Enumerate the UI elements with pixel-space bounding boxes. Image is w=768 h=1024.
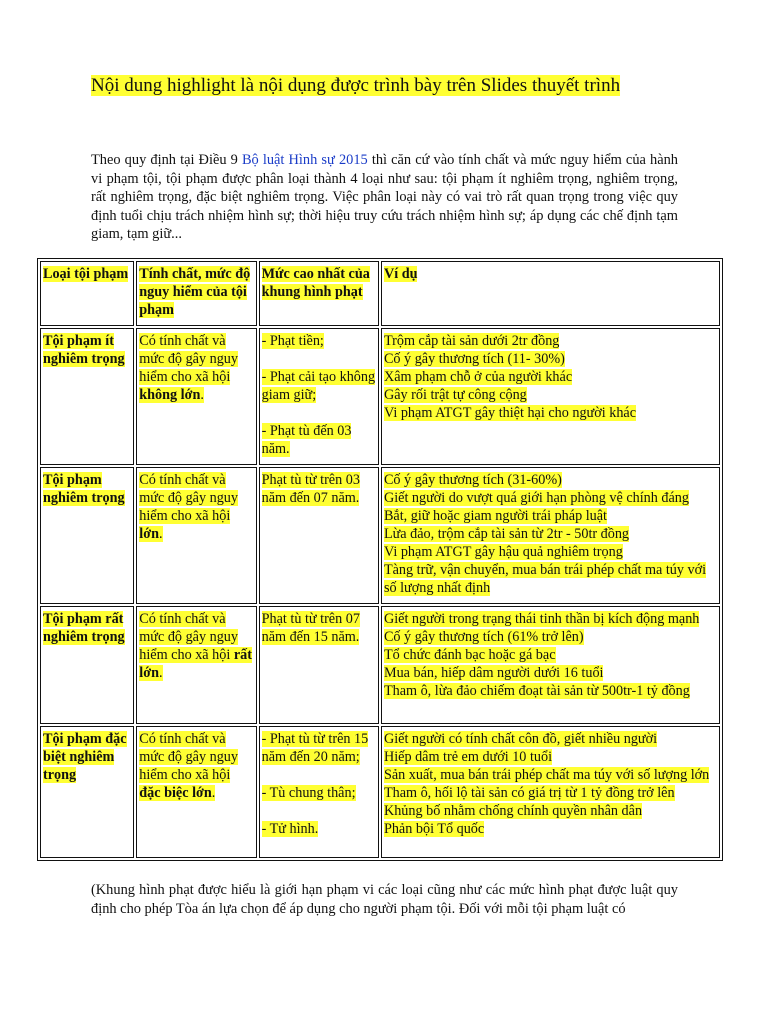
examples-cell <box>381 328 720 465</box>
list-item: Giết người trong trạng thái tinh thần bị kích động mạnh <box>383 611 700 627</box>
crime-type-cell: Tội phạm đặc biệt nghiêm trọng <box>40 726 134 858</box>
examples-cell <box>381 467 720 604</box>
crime-classification-table <box>37 258 723 861</box>
table-row <box>40 606 720 724</box>
penalty-cell: Phạt tù từ trên 07 năm đến 15 năm. <box>259 606 379 724</box>
header-nature: Tính chất, mức độ nguy hiểm của tội phạm <box>136 261 256 326</box>
intro-paragraph <box>91 151 678 244</box>
list-item: Tham ô, lừa đảo chiếm đoạt tài sản từ 500tr-1 tỷ đồng <box>383 683 690 699</box>
list-item: Xâm phạm chỗ ở của người khác <box>383 369 573 385</box>
list-item: Cố ý gây thương tích (11- 30%) <box>383 351 565 367</box>
nature-cell: Có tính chất và mức độ gây nguy hiểm cho xã hội rất lớn. <box>136 606 256 724</box>
examples-cell <box>381 606 720 724</box>
table-row <box>40 467 720 604</box>
list-item: Tổ chức đánh bạc hoặc gá bạc <box>383 647 556 663</box>
list-item: Tham ô, hối lộ tài sản có giá trị từ 1 tỷ đồng trở lên <box>383 785 675 801</box>
list-item: Hiếp dâm trẻ em dưới 10 tuổi <box>383 749 553 765</box>
penalty-cell: Phạt tù từ trên 03 năm đến 07 năm. <box>259 467 379 604</box>
list-item: Sản xuất, mua bán trái phép chất ma túy với số lượng lớn <box>383 767 710 783</box>
footnote-paragraph: (Khung hình phạt được hiểu là giới hạn phạm vi các loại cũng như các mức hình phạt được luật quy định cho phép Tòa án lựa chọn để áp dụng cho người phạm tội. Đối với mỗi tội phạm luật có <box>91 882 678 917</box>
intro-text-after: thì căn cứ vào tính chất và mức nguy hiểm của hành vi phạm tội, tội phạm được phân loại thành 4 loại như sau: tội phạm ít nghiêm trọng, nghiêm trọng, rất nghiêm trọng, đặc biệt nghiêm trọng. Việc phân loại này có vai trò rất quan trọng trong việc quy định tuổi chịu trách nhiệm hình sự; thời hiệu truy cứu trách nhiệm hình sự; áp dụng các chế định tạm giam, tạm giữ... <box>91 152 678 242</box>
list-item: Vi phạm ATGT gây hậu quả nghiêm trọng <box>383 544 623 560</box>
list-item: Bắt, giữ hoặc giam người trái pháp luật <box>383 508 607 524</box>
crime-type-cell: Tội phạm ít nghiêm trọng <box>40 328 134 465</box>
list-item: Lừa đảo, trộm cắp tài sản từ 2tr - 50tr đồng <box>383 526 630 542</box>
examples-cell <box>381 726 720 858</box>
list-item: Khủng bố nhằm chống chính quyền nhân dân <box>383 803 643 819</box>
header-type: Loại tội phạm <box>40 261 134 326</box>
list-item: Cố ý gây thương tích (31-60%) <box>383 472 562 488</box>
list-item: Vi phạm ATGT gây thiệt hại cho người khác <box>383 405 637 421</box>
header-examples: Ví dụ <box>381 261 720 326</box>
nature-cell: Có tính chất và mức độ gây nguy hiểm cho xã hội không lớn. <box>136 328 256 465</box>
list-item: Trộm cắp tài sản dưới 2tr đồng <box>383 333 560 349</box>
nature-cell: Có tính chất và mức độ gây nguy hiểm cho xã hội lớn. <box>136 467 256 604</box>
penalty-cell: - Phạt tiền; - Phạt cải tạo không giam giữ; - Phạt tù đến 03 năm. <box>259 328 379 465</box>
table-row <box>40 726 720 858</box>
nature-cell: Có tính chất và mức độ gây nguy hiểm cho xã hội đặc biệc lớn. <box>136 726 256 858</box>
list-item: Cố ý gây thương tích (61% trở lên) <box>383 629 584 645</box>
list-item: Tàng trữ, vận chuyển, mua bán trái phép chất ma túy với số lượng nhất định <box>383 562 707 596</box>
crime-type-cell: Tội phạm nghiêm trọng <box>40 467 134 604</box>
list-item: Giết người do vượt quá giới hạn phòng vệ chính đáng <box>383 490 689 506</box>
table-row <box>40 328 720 465</box>
crime-type-cell: Tội phạm rất nghiêm trọng <box>40 606 134 724</box>
page-title: Nội dung highlight là nội dụng được trình bày trên Slides thuyết trình <box>91 75 621 96</box>
list-item: Mua bán, hiếp dâm người dưới 16 tuổi <box>383 665 604 681</box>
penalty-cell: - Phạt tù từ trên 15 năm đến 20 năm; - Tù chung thân; - Tử hình. <box>259 726 379 858</box>
list-item: Giết người có tính chất côn đồ, giết nhiều người <box>383 731 658 747</box>
law-link[interactable]: Bộ luật Hình sự 2015 <box>241 152 368 168</box>
table-header-row <box>40 261 720 326</box>
list-item: Gây rối trật tự công cộng <box>383 387 527 403</box>
header-penalty: Mức cao nhất của khung hình phạt <box>259 261 379 326</box>
intro-text-before: Theo quy định tại Điều 9 <box>91 152 242 168</box>
list-item: Phản bội Tổ quốc <box>383 821 485 837</box>
